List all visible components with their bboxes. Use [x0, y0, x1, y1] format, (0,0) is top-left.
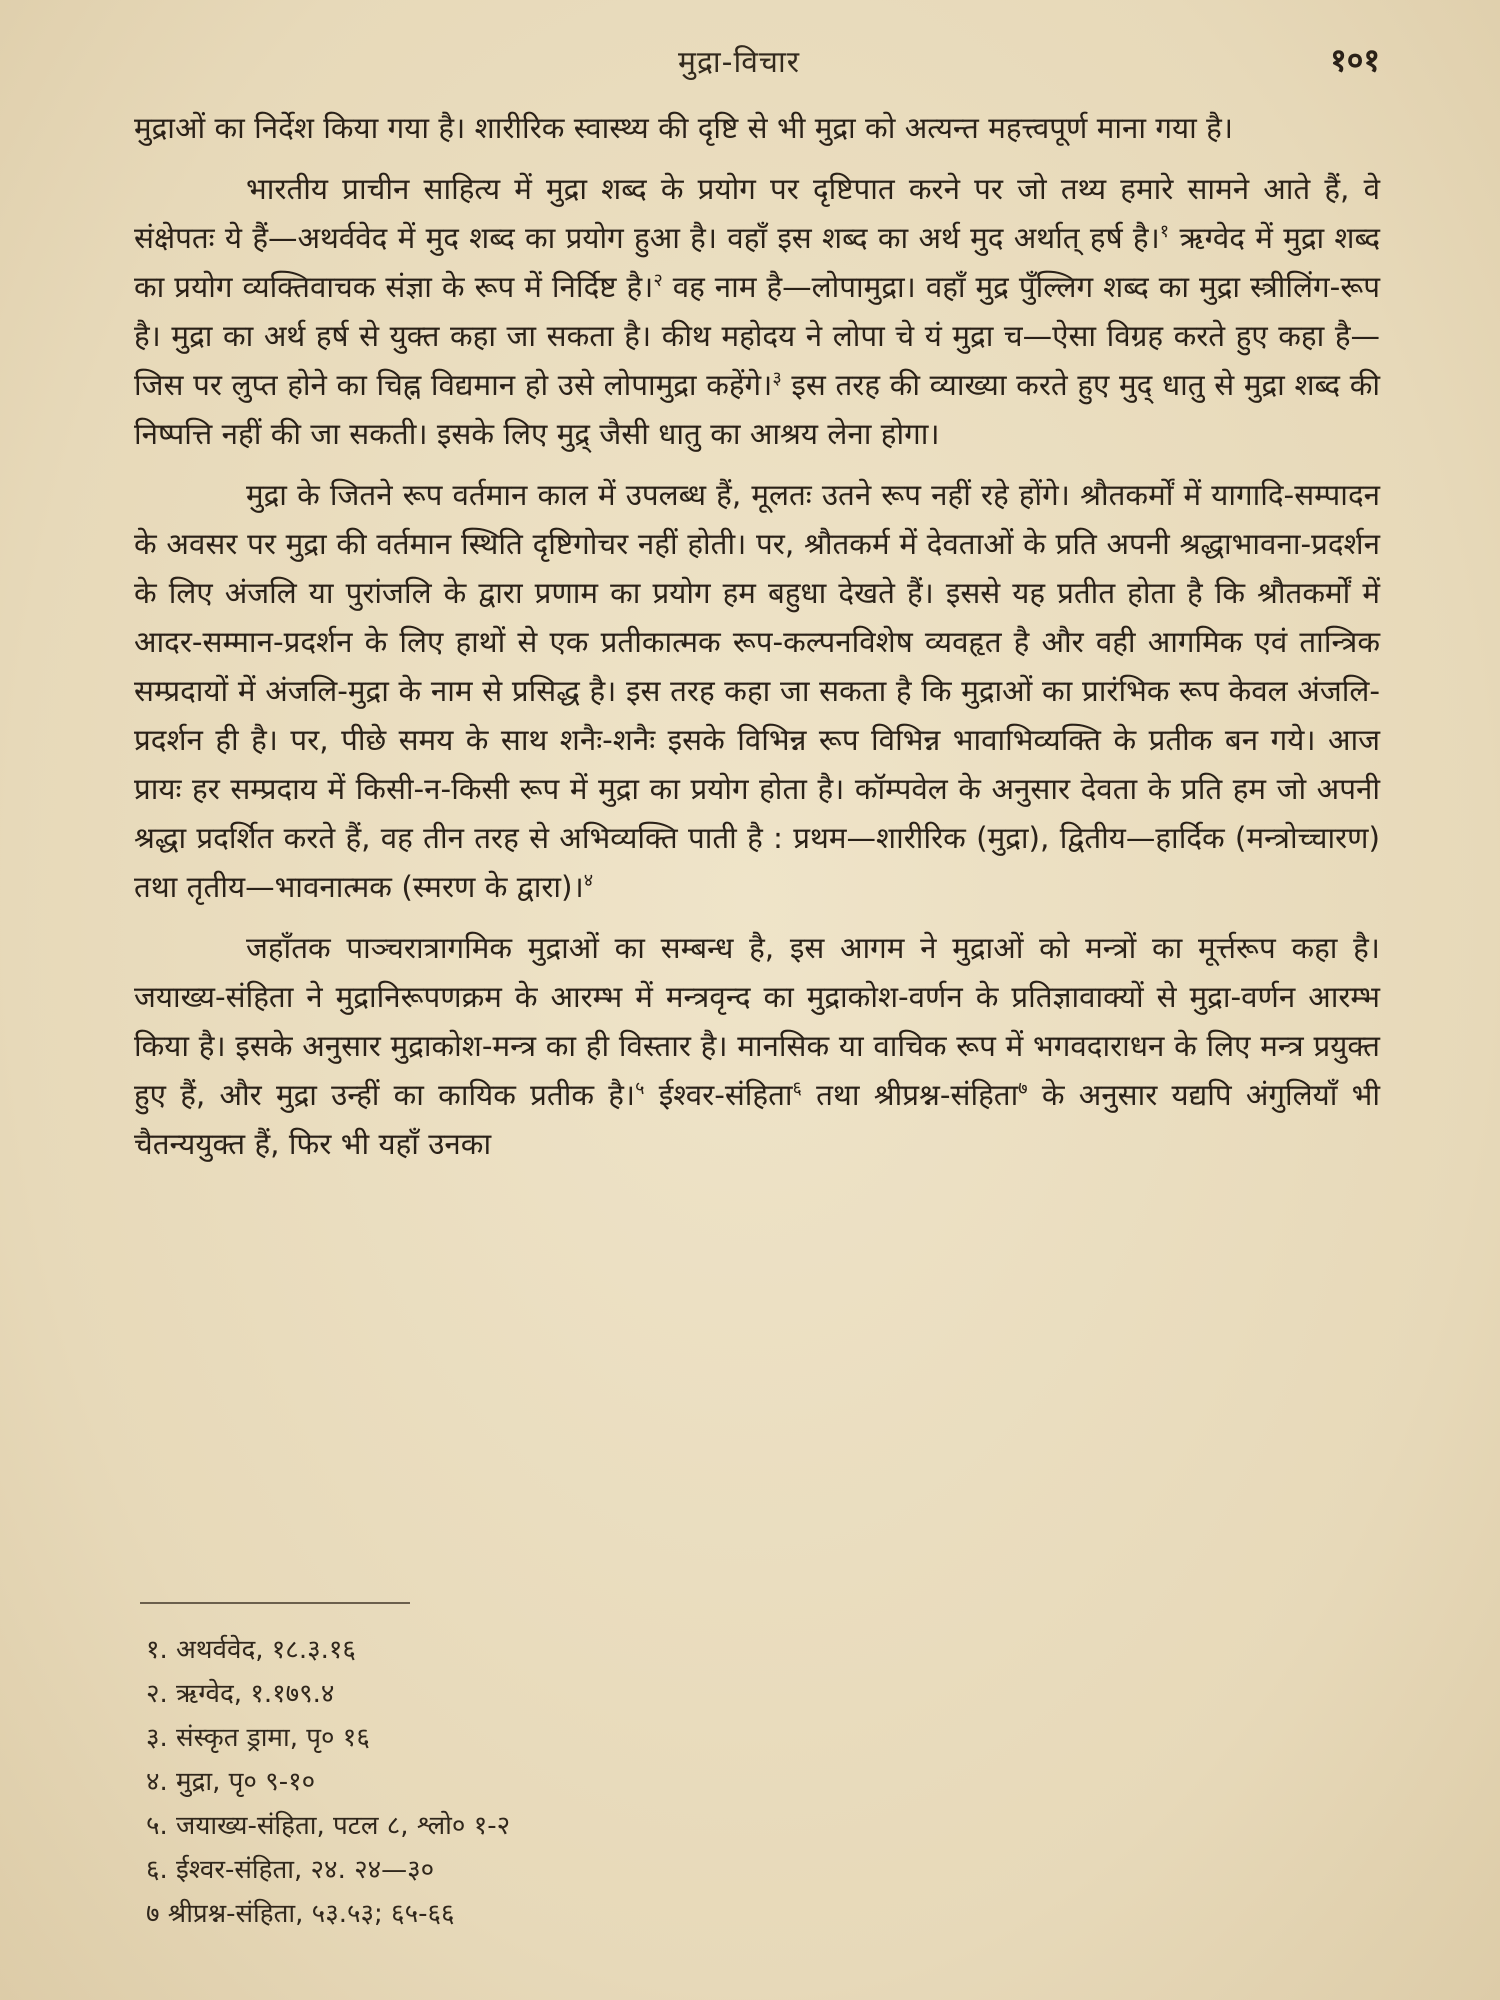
page-number: १०१ — [1330, 41, 1380, 79]
paragraph-2 — [134, 165, 1380, 459]
footnote-2: २. ऋग्वेद, १.१७९.४ — [146, 1679, 335, 1709]
paragraph-3 — [134, 471, 1380, 912]
footnote-1: १. अथर्ववेद, १८.३.१६ — [146, 1635, 356, 1665]
paragraph-4 — [134, 924, 1380, 1169]
footnote-mark-3: ३ — [772, 368, 782, 390]
footnote-6: ६. ईश्वर-संहिता, २४. २४—३० — [146, 1855, 435, 1885]
footnote-3: ३. संस्कृत ड्रामा, पृ० १६ — [146, 1723, 370, 1753]
footnote-mark-6: ६ — [792, 1078, 802, 1100]
footnote-mark-7: ७ — [1018, 1078, 1028, 1100]
paragraph-2-text-d: इस तरह की व्याख्या करते हुए मुद् धातु से मुद्रा शब्द की निष्पत्ति नहीं की जा सकती। इसके लिए मुद्र् जैसी धातु का आश्रय लेना होगा। — [134, 368, 1380, 451]
running-head — [0, 36, 1500, 86]
footnote-mark-4: ४ — [583, 870, 594, 892]
paragraph-2-text-b: ऋग्वेद में मुद्रा शब्द का प्रयोग व्यक्तिवाचक संज्ञा के रूप में निर्दिष्ट है। — [134, 221, 1380, 304]
footnote-mark-5: ५ — [635, 1078, 645, 1100]
paragraph-2-text-a: भारतीय प्राचीन साहित्य में मुद्रा शब्द के प्रयोग पर दृष्टिपात करने पर जो तथ्य हमारे सामने आते हैं, वे संक्षेपतः ये हैं—अथर्ववेद में मुद शब्द का प्रयोग हुआ है। वहाँ इस शब्द का अर्थ मुद अर्थात् हर्ष है। — [134, 172, 1380, 255]
chapter-title: मुद्रा-विचार — [678, 45, 801, 80]
footnote-mark-2: २ — [653, 270, 663, 292]
paragraph-4-text-d: के अनुसार यद्यपि अंगुलियाँ भी चैतन्ययुक्त हैं, फिर भी यहाँ उनका — [134, 1078, 1380, 1161]
paragraph-1-text: मुद्राओं का निर्देश किया गया है। शारीरिक स्वास्थ्य की दृष्टि से भी मुद्रा को अत्यन्त महत्त्वपूर्ण माना गया है। — [134, 111, 1234, 145]
footnote-5: ५. जयाख्य-संहिता, पटल ८, श्लो० १-२ — [146, 1811, 511, 1841]
paragraph-3-text: मुद्रा के जितने रूप वर्तमान काल में उपलब्ध हैं, मूलतः उतने रूप नहीं रहे होंगे। श्रौतकर्मों में यागादि-सम्पादन के अवसर पर मुद्रा की वर्तमान स्थिति दृष्टिगोचर नहीं होती। पर, श्रौतकर्म में देवताओं के प्रति अपनी श्रद्धाभावना-प्रदर्शन के लिए अंजलि या पुरांजलि के द्वारा प्रणाम का प्रयोग हम बहुधा देखते हैं। इससे यह प्रतीत होता है कि श्रौतकर्मों में आदर-सम्मान-प्रदर्शन के लिए हाथों से एक प्रतीकात्मक रूप-कल्पनविशेष व्यवहृत है और वही आगमिक एवं तान्त्रिक सम्प्रदायों में अंजलि-मुद्रा के नाम से प्रसिद्ध है। इस तरह कहा जा सकता है कि मुद्राओं का प्रारंभिक रूप केवल अंजलि-प्रदर्शन ही है। पर, पीछे समय के साथ शनैः-शनैः इसके विभिन्न रूप विभिन्न भावाभिव्यक्ति के प्रतीक बन गये। आज प्रायः हर सम्प्रदाय में किसी-न-किसी रूप में मुद्रा का प्रयोग होता है। कॉम्पवेल के अनुसार देवता के प्रति हम जो अपनी श्रद्धा प्रदर्शित करते हैं, वह तीन तरह से अभिव्यक्ति पाती है : प्रथम—शारीरिक (मुद्रा), द्वितीय—हार्दिक (मन्त्रोच्चारण) तथा तृतीय—भावनात्मक (स्मरण के द्वारा)। — [134, 478, 1380, 904]
paragraph-4-text-b: ईश्वर-संहिता — [658, 1078, 793, 1112]
footnote-separator — [140, 1602, 410, 1604]
paragraph-4-text-c: तथा श्रीप्रश्न-संहिता — [816, 1078, 1019, 1112]
paragraph-1 — [134, 104, 1380, 153]
paragraph-2-text-c: वह नाम है—लोपामुद्रा। वहाँ मुद्र पुँल्लिग शब्द का मुद्रा स्त्रीलिंग-रूप है। मुद्रा का अर्थ हर्ष से युक्त कहा जा सकता है। कीथ महोदय ने लोपा चे यं मुद्रा च—ऐसा विग्रह करते हुए कहा है—जिस पर लुप्त होने का चिह्न विद्यमान हो उसे लोपामुद्रा कहेंगे। — [134, 270, 1380, 402]
body-text — [134, 104, 1380, 1169]
footnote-4: ४. मुद्रा, पृ० ९-१० — [146, 1767, 316, 1797]
footnote-mark-1: १ — [1159, 221, 1170, 243]
paragraph-4-text-a: जहाँतक पाञ्चरात्रागमिक मुद्राओं का सम्बन्ध है, इस आगम ने मुद्राओं को मन्त्रों का मूर्त्तरूप कहा है। जयाख्य-संहिता ने मुद्रानिरूपणक्रम के आरम्भ में मन्त्रवृन्द का मुद्राकोश-वर्णन के प्रतिज्ञावाक्यों से मुद्रा-वर्णन आरम्भ किया है। इसके अनुसार मुद्राकोश-मन्त्र का ही विस्तार है। मानसिक या वाचिक रूप में भगवदाराधन के लिए मन्त्र प्रयुक्त हुए हैं, और मुद्रा उन्हीं का कायिक प्रतीक है। — [134, 931, 1380, 1112]
footnote-7: ७ श्रीप्रश्न-संहिता, ५३.५३; ६५-६६ — [146, 1899, 455, 1929]
footnotes — [146, 1628, 1046, 1936]
